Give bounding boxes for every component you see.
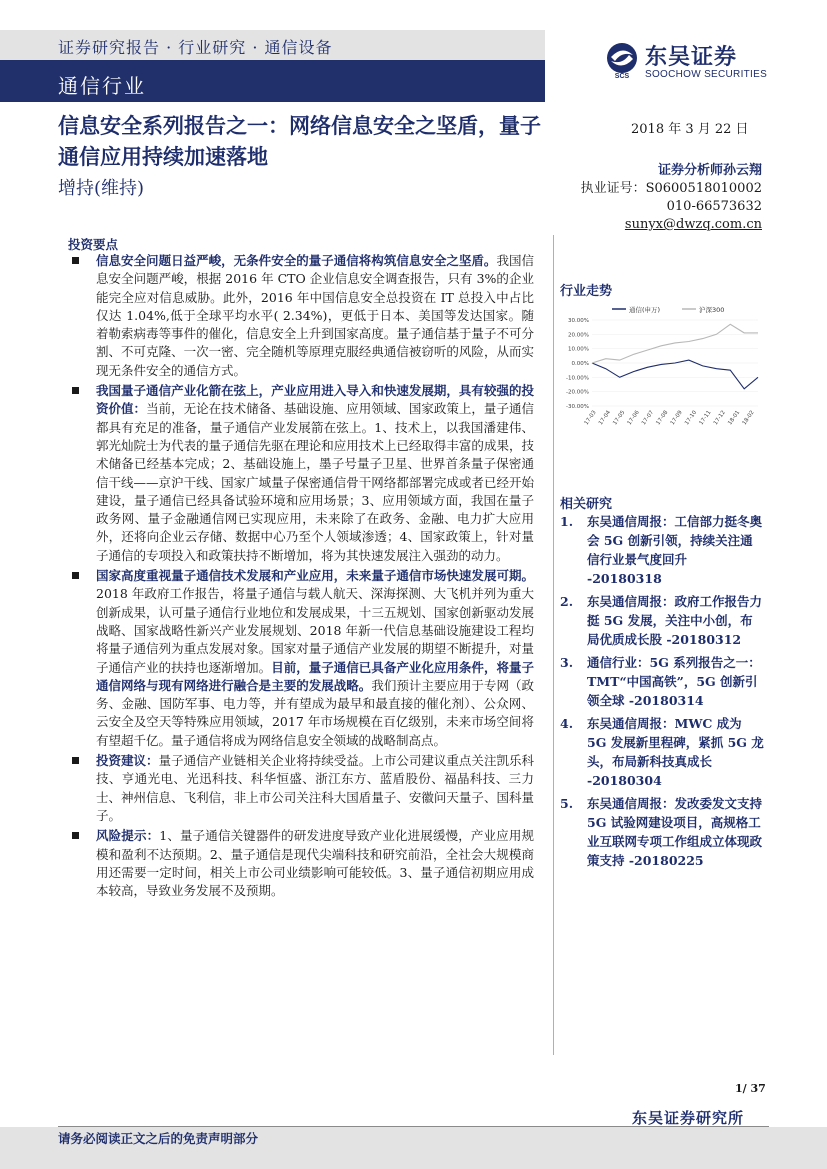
item-headline: 我国量子通信产业化箭在弦上，产业应用进入导入和快速发展期，具有较强的投资价值：: [96, 383, 534, 417]
legend-label: 通信(申万): [629, 306, 661, 314]
related-item[interactable]: [560, 512, 765, 588]
item-headline-secondary: 目前，量子通信已具备产业化应用条件，将量子通信网络与现有网络进行融合是主要的发展战略。: [96, 659, 534, 693]
item-text: 1、量子通信关键器件的研发进度导致产业化进展缓慢，产业应用规模和盈利不达预期。2、量子通信是现代尖端科技和研究前沿，全社会大规模商用还需要一定时间，相关上市公司业绩影响可能较低。3、量子通信初期应用成本较高，导致业务发展不及预期。: [96, 828, 534, 899]
related-item-text: 东吴通信周报：政府工作报告力挺 5G 发展，关注中小创，布局优质成长股 -20180312: [587, 594, 763, 647]
related-item-number: 4.: [560, 716, 574, 731]
y-tick-label: 0.00%: [571, 361, 589, 367]
logo-mark-text: SCS: [614, 73, 630, 79]
related-item[interactable]: [560, 653, 765, 710]
investment-body: [72, 252, 534, 902]
related-item-text: 东吴通信周报：发改委发文支持 5G 试验网建设项目，高规格工业互联网专项工作组成立体现政策支持 -20180225: [587, 796, 763, 868]
chart-x-ticks: [584, 409, 756, 426]
analyst-phone: 010-66573632: [666, 199, 762, 214]
bullet-square-icon: [72, 757, 79, 764]
company-logo-icon: [603, 41, 641, 79]
related-item[interactable]: [560, 794, 765, 870]
chart-y-ticks: [566, 318, 589, 410]
item-text: 当前，无论在技术储备、基础设施、应用领域、国家政策上，量子通信都具有充足的准备，量子通信产业发展箭在弦上。1、技术上，以我国潘建伟、郭光灿院士为代表的量子通信先驱在理论和应用技术上已经取得丰富的成果，技术储备已经基本完成；2、基础设施上，墨子号量子卫星、世界首条量子保密通信干线——京沪干线、国家广域量子保密通信骨干网络都部署完成或者已经开始建设，量子通信已经具备试验环境和应用场景；3、应用领域方面，我国在量子政务网、量子金融通信网已实现应用，未来除了在政务、金融、电力扩大应用外，还将向企业云存储、数据中心乃至个人领域渗透；4、国家政策上，针对量子通信的专项投入和政策扶持不断增加，将为其快速发展注入强劲的动力。: [96, 401, 534, 563]
chart-series: [592, 324, 758, 389]
bullet-square-icon: [72, 572, 79, 579]
chart-legend: [612, 305, 724, 314]
x-tick-label: 17-10: [684, 409, 699, 427]
related-heading: 相关研究: [560, 497, 613, 512]
x-tick-label: 17-06: [626, 409, 641, 427]
analyst-email[interactable]: sunyx@dwzq.com.cn: [624, 217, 762, 232]
item-headline: 国家高度重视量子通信技术发展和产业应用，未来量子通信市场快速发展可期。: [96, 568, 534, 584]
column-divider: [553, 235, 554, 1055]
y-tick-label: -20.00%: [566, 389, 589, 396]
analyst-name: 证券分析师孙云翔: [657, 163, 762, 178]
y-tick-label: 10.00%: [568, 346, 589, 353]
x-tick-label: 17-05: [612, 409, 627, 427]
series-line: [592, 324, 758, 363]
report-date: 2018 年 3 月 22 日: [631, 122, 749, 137]
report-title: 信息安全系列报告之一：网络信息安全之坚盾，量子通信应用持续加速落地: [58, 113, 541, 169]
related-item-text: 东吴通信周报：工信部力挺冬奥会 5G 创新引领，持续关注通信行业景气度回升 -20180318: [587, 514, 763, 586]
x-tick-label: 18-02: [741, 409, 756, 427]
related-item-text: 通信行业：5G 系列报告之一：TMT“中国高铁”，5G 创新引领全球 -20180314: [587, 655, 761, 708]
x-tick-label: 18-01: [727, 409, 742, 427]
series-line: [592, 360, 758, 389]
bullet-square-icon: [72, 257, 79, 264]
legend-label: 沪深300: [699, 306, 725, 314]
footer-disclaimer: 请务必阅读正文之后的免责声明部分: [58, 1131, 259, 1146]
bullet-square-icon: [72, 832, 79, 839]
company-logo-cn: 东吴证券: [645, 45, 738, 70]
investment-heading: 投资要点: [68, 237, 119, 252]
investment-item: [72, 752, 534, 825]
x-tick-label: 17-07: [641, 409, 656, 427]
company-logo-en: SOOCHOW SECURITIES: [645, 69, 768, 80]
related-item[interactable]: [560, 714, 765, 790]
investment-item: [72, 567, 534, 750]
footer-institute: 东吴证券研究所: [632, 1109, 745, 1127]
y-tick-label: 30.00%: [568, 318, 589, 324]
industry-trend-chart: [560, 300, 765, 440]
related-item-number: 1.: [560, 514, 574, 529]
item-text: 我国信息安全问题严峻，根据 2016 年 CTO 企业信息安全调查报告，只有 3%的企业能完全应对信息威胁。此外，2016 年中国信息安全总投资在 IT 总投入中占比仅达 1.04%,低于全球平均水平( 2.34%)，更低于日本、美国等发达国家。随着勒索病毒等事件的催化，信息安全上升到国家高度。量子通信基于量子不可分割、不可克隆、一次一密、完全随机等原理克服经典通信被窃听的风险，从而实现无条件安全的通信方式。: [96, 253, 534, 378]
item-headline: 投资建议：: [96, 753, 159, 769]
related-item-number: 3.: [560, 655, 574, 670]
x-tick-label: 17-03: [583, 409, 598, 427]
item-text: 量子通信产业链相关企业将持续受益。上市公司建议重点关注凯乐科技、亨通光电、光迅科技、科华恒盛、浙江东方、蓝盾股份、福晶科技、三力士、神州信息、飞利信，非上市公司关注科大国盾量子、安徽问天量子、国科量子。: [96, 753, 534, 823]
x-tick-label: 17-11: [698, 409, 713, 427]
trend-heading: 行业走势: [560, 284, 613, 299]
analyst-block: [560, 162, 762, 234]
investment-item: [72, 827, 534, 900]
x-tick-label: 17-08: [655, 409, 670, 427]
y-tick-label: -10.00%: [566, 375, 589, 382]
related-item-number: 5.: [560, 796, 574, 811]
item-text-secondary: 我们预计主要应用于专网（政务、金融、国防军事、电力等，并有望成为最早和最直接的催化剂）、公众网、云安全及空天等特殊应用领域，2017 年市场规模在百亿级别，未来市场空间将有望超千亿。量子通信将成为网络信息安全领域的战略制高点。: [96, 677, 534, 748]
x-tick-label: 17-12: [712, 409, 727, 427]
x-tick-label: 17-09: [669, 409, 684, 427]
related-item[interactable]: [560, 592, 765, 649]
related-item-text: 东吴通信周报：MWC 成为 5G 发展新里程碑，紧抓 5G 龙头，布局新科技真成长 -20180304: [587, 716, 764, 788]
y-tick-label: -30.00%: [566, 404, 589, 410]
y-tick-label: 20.00%: [568, 332, 589, 339]
x-tick-label: 17-04: [597, 409, 613, 427]
related-item-number: 2.: [560, 594, 574, 609]
investment-item: [72, 382, 534, 565]
page-number: 1/ 37: [735, 1082, 766, 1095]
item-headline: 风险提示：: [96, 828, 160, 844]
rating: 增持(维持): [58, 178, 145, 199]
breadcrumb: 证券研究报告 · 行业研究 · 通信设备: [58, 38, 333, 57]
related-research-list: [560, 512, 765, 874]
bullet-square-icon: [72, 387, 79, 394]
item-headline: 信息安全问题日益严峻，无条件安全的量子通信将构筑信息安全之坚盾。: [96, 253, 497, 268]
analyst-license: 执业证号：S0600518010002: [580, 181, 762, 196]
investment-item: [72, 252, 534, 380]
sector-label: 通信行业: [58, 74, 146, 98]
item-text: 2018 年政府工作报告，将量子通信与载人航天、深海探测、大飞机并列为重大创新成果，认可量子通信行业地位和发展成果，十三五规划、国家创新驱动发展战略、国家战略性新兴产业发展规划、2018 年新一代信息基础设施建设工程均将量子通信列为重点发展对象。国家对量子通信产业发展的期望不断提升，对量子通信产业的扶持也逐渐增加。: [96, 586, 534, 675]
